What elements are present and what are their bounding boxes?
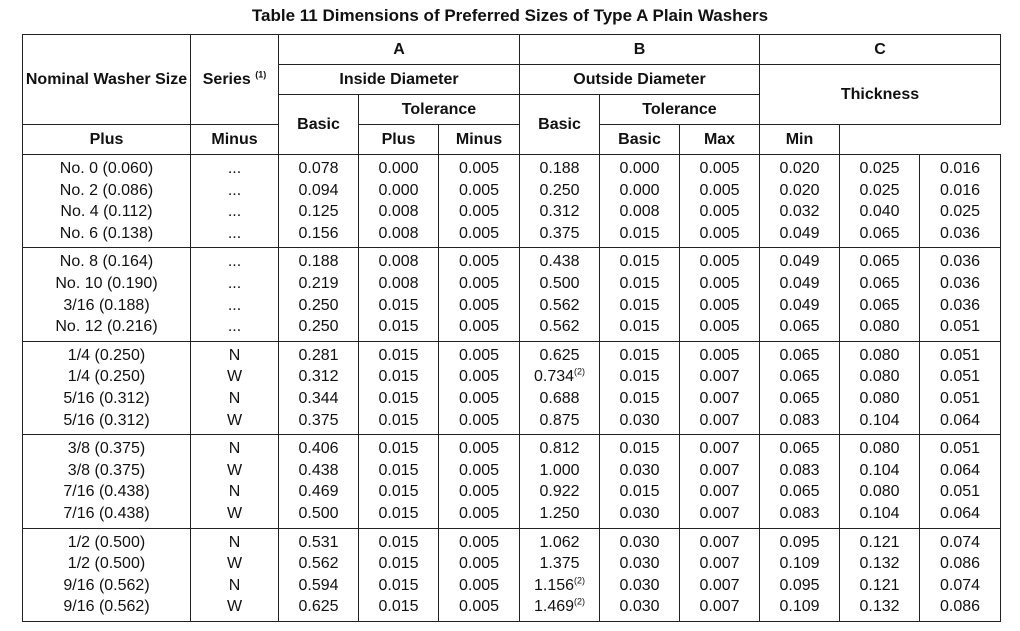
od-plus-cell: 0.015 xyxy=(600,273,680,295)
thickness-max-header: Max xyxy=(680,125,760,155)
table-row xyxy=(23,481,1001,503)
thickness-basic-cell: 0.109 xyxy=(760,596,840,621)
od-minus-cell: 0.007 xyxy=(680,503,760,528)
id-minus-cell: 0.005 xyxy=(439,460,520,482)
od-tolerance-header: Tolerance xyxy=(600,95,760,125)
od-basic-cell: 0.312 xyxy=(520,201,600,223)
od-minus-cell: 0.005 xyxy=(680,180,760,202)
id-basic-cell: 0.312 xyxy=(279,366,359,388)
od-plus-cell: 0.015 xyxy=(600,248,680,273)
series-cell: ... xyxy=(191,155,279,180)
table-row xyxy=(23,553,1001,575)
thickness-min-cell: 0.051 xyxy=(920,341,1001,366)
table-row xyxy=(23,410,1001,435)
id-plus-cell: 0.015 xyxy=(359,553,439,575)
id-plus-cell: 0.015 xyxy=(359,596,439,621)
id-plus-cell: 0.008 xyxy=(359,223,439,248)
od-minus-cell: 0.005 xyxy=(680,341,760,366)
washer-size-cell: No. 8 (0.164) xyxy=(23,248,191,273)
thickness-max-cell: 0.025 xyxy=(840,180,920,202)
id-plus-cell: 0.015 xyxy=(359,481,439,503)
thickness-basic-header: Basic xyxy=(600,125,680,155)
thickness-max-cell: 0.065 xyxy=(840,295,920,317)
thickness-max-cell: 0.040 xyxy=(840,201,920,223)
group-a-header: A xyxy=(279,35,520,65)
table-row xyxy=(23,180,1001,202)
washer-size-cell: 5/16 (0.312) xyxy=(23,410,191,435)
id-basic-cell: 0.188 xyxy=(279,248,359,273)
id-basic-cell: 0.219 xyxy=(279,273,359,295)
thickness-basic-cell: 0.049 xyxy=(760,295,840,317)
thickness-min-cell: 0.051 xyxy=(920,388,1001,410)
od-plus-header: Plus xyxy=(359,125,439,155)
thickness-min-cell: 0.074 xyxy=(920,528,1001,553)
od-minus-cell: 0.005 xyxy=(680,155,760,180)
footnote-marker: (2) xyxy=(574,575,586,586)
od-minus-cell: 0.007 xyxy=(680,366,760,388)
table-header xyxy=(23,35,1001,155)
od-minus-cell: 0.007 xyxy=(680,575,760,597)
id-minus-cell: 0.005 xyxy=(439,410,520,435)
id-basic-cell: 0.438 xyxy=(279,460,359,482)
id-plus-cell: 0.015 xyxy=(359,435,439,460)
washer-size-cell: No. 10 (0.190) xyxy=(23,273,191,295)
row-group xyxy=(23,248,1001,341)
id-plus-cell: 0.015 xyxy=(359,341,439,366)
thickness-max-cell: 0.065 xyxy=(840,248,920,273)
thickness-basic-cell: 0.049 xyxy=(760,223,840,248)
od-basic-cell: 0.188 xyxy=(520,155,600,180)
id-minus-cell: 0.005 xyxy=(439,341,520,366)
id-plus-cell: 0.015 xyxy=(359,316,439,341)
od-plus-cell: 0.030 xyxy=(600,528,680,553)
od-minus-cell: 0.005 xyxy=(680,201,760,223)
od-minus-header: Minus xyxy=(439,125,520,155)
thickness-max-cell: 0.104 xyxy=(840,460,920,482)
washer-size-cell: 7/16 (0.438) xyxy=(23,503,191,528)
od-minus-cell: 0.007 xyxy=(680,388,760,410)
table-row xyxy=(23,435,1001,460)
od-plus-cell: 0.015 xyxy=(600,366,680,388)
washer-size-cell: 1/2 (0.500) xyxy=(23,528,191,553)
id-plus-cell: 0.015 xyxy=(359,575,439,597)
thickness-max-cell: 0.080 xyxy=(840,366,920,388)
od-plus-cell: 0.030 xyxy=(600,596,680,621)
od-minus-cell: 0.007 xyxy=(680,460,760,482)
series-cell: ... xyxy=(191,180,279,202)
washer-size-cell: No. 6 (0.138) xyxy=(23,223,191,248)
id-minus-cell: 0.005 xyxy=(439,481,520,503)
od-basic-cell: 0.812 xyxy=(520,435,600,460)
thickness-min-cell: 0.036 xyxy=(920,223,1001,248)
thickness-max-cell: 0.132 xyxy=(840,553,920,575)
id-minus-cell: 0.005 xyxy=(439,273,520,295)
thickness-basic-cell: 0.065 xyxy=(760,388,840,410)
od-plus-cell: 0.015 xyxy=(600,481,680,503)
od-plus-cell: 0.000 xyxy=(600,180,680,202)
series-cell: W xyxy=(191,596,279,621)
od-basic-cell: 0.562 xyxy=(520,295,600,317)
table-row xyxy=(23,528,1001,553)
table-row xyxy=(23,155,1001,180)
od-basic-cell: 0.922 xyxy=(520,481,600,503)
od-plus-cell: 0.030 xyxy=(600,575,680,597)
id-minus-cell: 0.005 xyxy=(439,575,520,597)
outside-diameter-header: Outside Diameter xyxy=(520,65,760,95)
id-basic-header: Basic xyxy=(279,95,359,155)
table-row xyxy=(23,273,1001,295)
od-basic-cell: 0.734$^{(2)}$ xyxy=(520,366,600,388)
od-plus-cell: 0.015 xyxy=(600,316,680,341)
od-basic-cell: 0.438 xyxy=(520,248,600,273)
od-plus-cell: 0.030 xyxy=(600,410,680,435)
id-basic-cell: 0.406 xyxy=(279,435,359,460)
id-tolerance-header: Tolerance xyxy=(359,95,520,125)
inside-diameter-header: Inside Diameter xyxy=(279,65,520,95)
od-minus-cell: 0.005 xyxy=(680,295,760,317)
thickness-max-cell: 0.080 xyxy=(840,481,920,503)
od-plus-cell: 0.015 xyxy=(600,435,680,460)
thickness-min-cell: 0.051 xyxy=(920,435,1001,460)
od-minus-cell: 0.007 xyxy=(680,410,760,435)
row-group xyxy=(23,155,1001,248)
id-plus-cell: 0.015 xyxy=(359,410,439,435)
thickness-basic-cell: 0.083 xyxy=(760,460,840,482)
series-cell: W xyxy=(191,366,279,388)
od-basic-cell: 0.875 xyxy=(520,410,600,435)
washer-size-cell: No. 0 (0.060) xyxy=(23,155,191,180)
thickness-max-cell: 0.121 xyxy=(840,575,920,597)
washer-size-cell: No. 12 (0.216) xyxy=(23,316,191,341)
id-minus-cell: 0.005 xyxy=(439,528,520,553)
washer-size-cell: No. 4 (0.112) xyxy=(23,201,191,223)
od-plus-cell: 0.015 xyxy=(600,341,680,366)
od-basic-cell: 1.062 xyxy=(520,528,600,553)
thickness-max-cell: 0.121 xyxy=(840,528,920,553)
washer-size-cell: 1/4 (0.250) xyxy=(23,366,191,388)
od-plus-cell: 0.000 xyxy=(600,155,680,180)
series-cell: ... xyxy=(191,223,279,248)
series-cell: W xyxy=(191,503,279,528)
od-minus-cell: 0.007 xyxy=(680,481,760,503)
washer-size-cell: 1/2 (0.500) xyxy=(23,553,191,575)
thickness-basic-cell: 0.065 xyxy=(760,481,840,503)
id-basic-cell: 0.500 xyxy=(279,503,359,528)
washer-size-cell: 3/8 (0.375) xyxy=(23,435,191,460)
id-plus-cell: 0.008 xyxy=(359,201,439,223)
od-plus-cell: 0.015 xyxy=(600,223,680,248)
id-plus-cell: 0.008 xyxy=(359,273,439,295)
od-minus-cell: 0.007 xyxy=(680,528,760,553)
od-plus-cell: 0.015 xyxy=(600,388,680,410)
thickness-basic-cell: 0.049 xyxy=(760,248,840,273)
table-row xyxy=(23,503,1001,528)
id-basic-cell: 0.250 xyxy=(279,295,359,317)
table-row xyxy=(23,295,1001,317)
id-basic-cell: 0.594 xyxy=(279,575,359,597)
series-cell: ... xyxy=(191,316,279,341)
series-cell: N xyxy=(191,528,279,553)
thickness-basic-cell: 0.095 xyxy=(760,528,840,553)
washer-size-cell: 5/16 (0.312) xyxy=(23,388,191,410)
washer-size-cell: 3/8 (0.375) xyxy=(23,460,191,482)
thickness-min-cell: 0.036 xyxy=(920,273,1001,295)
series-cell: N xyxy=(191,435,279,460)
od-basic-cell: 1.250 xyxy=(520,503,600,528)
washer-size-cell: 7/16 (0.438) xyxy=(23,481,191,503)
series-cell: ... xyxy=(191,248,279,273)
id-minus-cell: 0.005 xyxy=(439,295,520,317)
id-plus-cell: 0.015 xyxy=(359,460,439,482)
table-title: Table 11 Dimensions of Preferred Sizes of Type A Plain Washers xyxy=(251,6,769,25)
id-minus-cell: 0.005 xyxy=(439,435,520,460)
thickness-max-cell: 0.065 xyxy=(840,273,920,295)
id-plus-cell: 0.015 xyxy=(359,388,439,410)
row-group xyxy=(23,528,1001,621)
od-basic-cell: 1.469$^{(2)}$ xyxy=(520,596,600,621)
nominal-size-header: Nominal Washer Size xyxy=(23,35,191,125)
footnote-marker: (2) xyxy=(574,596,586,607)
thickness-basic-cell: 0.020 xyxy=(760,155,840,180)
washer-size-cell: 9/16 (0.562) xyxy=(23,575,191,597)
id-plus-cell: 0.015 xyxy=(359,503,439,528)
id-minus-cell: 0.005 xyxy=(439,248,520,273)
thickness-max-cell: 0.025 xyxy=(840,155,920,180)
id-plus-cell: 0.015 xyxy=(359,295,439,317)
id-basic-cell: 0.625 xyxy=(279,596,359,621)
id-basic-cell: 0.250 xyxy=(279,316,359,341)
thickness-max-cell: 0.104 xyxy=(840,503,920,528)
thickness-min-cell: 0.036 xyxy=(920,248,1001,273)
thickness-min-cell: 0.086 xyxy=(920,553,1001,575)
id-plus-cell: 0.000 xyxy=(359,155,439,180)
table-row xyxy=(23,316,1001,341)
thickness-basic-cell: 0.065 xyxy=(760,435,840,460)
id-basic-cell: 0.531 xyxy=(279,528,359,553)
thickness-max-cell: 0.104 xyxy=(840,410,920,435)
table-row xyxy=(23,341,1001,366)
od-plus-cell: 0.030 xyxy=(600,503,680,528)
group-c-header: C xyxy=(760,35,1001,65)
id-plus-header: Plus xyxy=(23,125,191,155)
washer-size-cell: 1/4 (0.250) xyxy=(23,341,191,366)
od-basic-cell: 1.375 xyxy=(520,553,600,575)
series-cell: N xyxy=(191,481,279,503)
od-minus-cell: 0.005 xyxy=(680,316,760,341)
thickness-basic-cell: 0.032 xyxy=(760,201,840,223)
series-cell: W xyxy=(191,553,279,575)
thickness-max-cell: 0.132 xyxy=(840,596,920,621)
row-group xyxy=(23,435,1001,528)
od-basic-cell: 0.688 xyxy=(520,388,600,410)
series-cell: ... xyxy=(191,201,279,223)
id-basic-cell: 0.281 xyxy=(279,341,359,366)
washer-size-cell: No. 2 (0.086) xyxy=(23,180,191,202)
id-minus-cell: 0.005 xyxy=(439,366,520,388)
thickness-min-cell: 0.064 xyxy=(920,460,1001,482)
table-row xyxy=(23,575,1001,597)
series-cell: ... xyxy=(191,295,279,317)
series-cell: W xyxy=(191,410,279,435)
od-minus-cell: 0.007 xyxy=(680,596,760,621)
od-plus-cell: 0.008 xyxy=(600,201,680,223)
thickness-basic-cell: 0.109 xyxy=(760,553,840,575)
od-basic-cell: 1.000 xyxy=(520,460,600,482)
od-basic-cell: 0.562 xyxy=(520,316,600,341)
id-basic-cell: 0.375 xyxy=(279,410,359,435)
series-cell: ... xyxy=(191,273,279,295)
washer-size-cell: 3/16 (0.188) xyxy=(23,295,191,317)
table-row xyxy=(23,596,1001,621)
id-plus-cell: 0.000 xyxy=(359,180,439,202)
id-minus-cell: 0.005 xyxy=(439,201,520,223)
thickness-basic-cell: 0.049 xyxy=(760,273,840,295)
thickness-min-cell: 0.036 xyxy=(920,295,1001,317)
id-basic-cell: 0.078 xyxy=(279,155,359,180)
series-header: Series $^{(1)}$ xyxy=(191,35,279,125)
od-minus-cell: 0.007 xyxy=(680,435,760,460)
id-basic-cell: 0.469 xyxy=(279,481,359,503)
od-plus-cell: 0.030 xyxy=(600,553,680,575)
id-minus-cell: 0.005 xyxy=(439,223,520,248)
thickness-basic-cell: 0.065 xyxy=(760,341,840,366)
id-basic-cell: 0.125 xyxy=(279,201,359,223)
thickness-header: Thickness xyxy=(760,65,1001,125)
thickness-min-header: Min xyxy=(760,125,840,155)
thickness-max-cell: 0.080 xyxy=(840,316,920,341)
od-minus-cell: 0.005 xyxy=(680,223,760,248)
table-row xyxy=(23,366,1001,388)
series-cell: W xyxy=(191,460,279,482)
id-plus-cell: 0.015 xyxy=(359,366,439,388)
series-cell: N xyxy=(191,388,279,410)
table-row xyxy=(23,201,1001,223)
thickness-min-cell: 0.016 xyxy=(920,180,1001,202)
id-basic-cell: 0.344 xyxy=(279,388,359,410)
washer-dimensions-table xyxy=(22,34,1001,622)
thickness-min-cell: 0.086 xyxy=(920,596,1001,621)
id-plus-cell: 0.015 xyxy=(359,528,439,553)
od-basic-cell: 0.500 xyxy=(520,273,600,295)
table-row xyxy=(23,223,1001,248)
id-minus-cell: 0.005 xyxy=(439,553,520,575)
id-minus-cell: 0.005 xyxy=(439,503,520,528)
thickness-max-cell: 0.080 xyxy=(840,388,920,410)
thickness-basic-cell: 0.065 xyxy=(760,316,840,341)
thickness-min-cell: 0.016 xyxy=(920,155,1001,180)
series-cell: N xyxy=(191,341,279,366)
thickness-min-cell: 0.051 xyxy=(920,481,1001,503)
thickness-min-cell: 0.064 xyxy=(920,503,1001,528)
id-basic-cell: 0.156 xyxy=(279,223,359,248)
thickness-basic-cell: 0.083 xyxy=(760,410,840,435)
od-minus-cell: 0.007 xyxy=(680,553,760,575)
id-basic-cell: 0.562 xyxy=(279,553,359,575)
washer-size-cell: 9/16 (0.562) xyxy=(23,596,191,621)
thickness-min-cell: 0.051 xyxy=(920,366,1001,388)
od-minus-cell: 0.005 xyxy=(680,273,760,295)
thickness-basic-cell: 0.020 xyxy=(760,180,840,202)
group-b-header: B xyxy=(520,35,760,65)
thickness-min-cell: 0.074 xyxy=(920,575,1001,597)
od-basic-cell: 0.375 xyxy=(520,223,600,248)
id-plus-cell: 0.008 xyxy=(359,248,439,273)
table-row xyxy=(23,388,1001,410)
thickness-min-cell: 0.051 xyxy=(920,316,1001,341)
thickness-max-cell: 0.080 xyxy=(840,341,920,366)
id-minus-cell: 0.005 xyxy=(439,316,520,341)
od-plus-cell: 0.030 xyxy=(600,460,680,482)
thickness-basic-cell: 0.065 xyxy=(760,366,840,388)
od-minus-cell: 0.005 xyxy=(680,248,760,273)
table-row xyxy=(23,460,1001,482)
od-basic-cell: 0.250 xyxy=(520,180,600,202)
od-plus-cell: 0.015 xyxy=(600,295,680,317)
id-basic-cell: 0.094 xyxy=(279,180,359,202)
thickness-max-cell: 0.065 xyxy=(840,223,920,248)
id-minus-cell: 0.005 xyxy=(439,596,520,621)
id-minus-cell: 0.005 xyxy=(439,155,520,180)
id-minus-header: Minus xyxy=(191,125,279,155)
id-minus-cell: 0.005 xyxy=(439,180,520,202)
thickness-basic-cell: 0.083 xyxy=(760,503,840,528)
od-basic-cell: 0.625 xyxy=(520,341,600,366)
id-minus-cell: 0.005 xyxy=(439,388,520,410)
od-basic-header: Basic xyxy=(520,95,600,155)
row-group xyxy=(23,341,1001,434)
thickness-min-cell: 0.025 xyxy=(920,201,1001,223)
thickness-min-cell: 0.064 xyxy=(920,410,1001,435)
series-cell: N xyxy=(191,575,279,597)
thickness-max-cell: 0.080 xyxy=(840,435,920,460)
table-row xyxy=(23,248,1001,273)
footnote-marker: (2) xyxy=(574,367,586,378)
thickness-basic-cell: 0.095 xyxy=(760,575,840,597)
od-basic-cell: 1.156$^{(2)}$ xyxy=(520,575,600,597)
